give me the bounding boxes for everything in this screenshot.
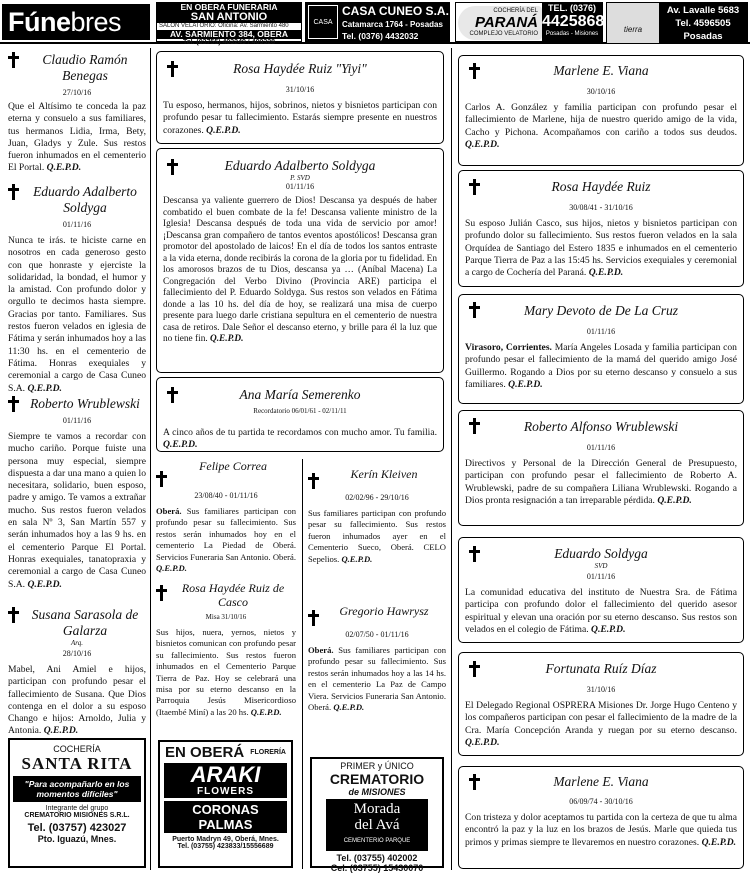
obituary-box: Eduardo Soldyga SVD 01/11/16 La comunidad educativa del instituto de Nuestra Sra. de Fátima participa con profundo dolor el fallecimiento del querido asesor espiritual y elevan una oración por su eterno descanso. Sus restos son velados en el colegio de Fátima. Q.E.P.D. — [458, 537, 744, 643]
ad-casa-cuneo: CASA CUNEO CASA CUNEO S.A. Catamarca 1764 - Posadas Tel. (0376) 4432032 — [305, 2, 450, 42]
ad-floreria-araki: EN OBERÁ FLORERÍA ARAKI FLOWERS CORONAS PALMAS Puerto Madryn 49, Oberá, Mnes. Tel. (03755) 423833/15556689 — [158, 740, 293, 868]
ad-funeraria-san-antonio: EN OBERA FUNERARIA SAN ANTONIO SALON VELATORIO: Oficina: Av. Sarmiento 480 AV. SARMIENTO 384, OBERA Tel. (03755) 403249 / 409328 — [156, 2, 302, 42]
cross-icon — [469, 418, 479, 434]
cross-icon — [167, 61, 177, 77]
header-bar — [0, 0, 750, 60]
column-divider — [150, 48, 151, 870]
obituary-box: Eduardo Adalberto Soldyga P. SVD 01/11/16 Descansa ya valiente guerrero de Dios! Descansa ya después de haber combatido el buen combate de la fe! Descansa valiente ministro de la Iglesia! Descansa después de toda una vida de servicio por amor! ¡Descansa gran compañero de tantos eventos apostólicos! Descansa gran promotor del apostolado de laicos! En el día de todos los santos entraste a la vida eterna, donde recibirás la corona de la gloria por tu fidelidad. En los amorosos brazos de tu Dios, descansa ya … (Aníbal Macena) La Congregación del Verbo Divino (Provincia ARE) participa el fallecimiento del P. Eduardo Soldyga. Sus restos son velados en Fátima donde a las 10 hs. del día de hoy, se realizará una misa de cuerpo presente para luego darle cristiana sepultura en el cementerio de nuestra casa de retiros. Dale Señor el descanso eterno, y brille para él la luz que no tiene fin. Q.E.P.D. — [156, 148, 444, 373]
cross-icon — [156, 471, 166, 487]
obituary: Eduardo Adalberto Soldyga 01/11/16 Nunca te irás. te hiciste carne en nosotros en cada generoso gesto con que honraste y ejerciste la solidaridad, la bondad, el humor y la amistad. Con profundo dolor y orgullo te decimos hasta siempre. Gracias por tanto. Familiares. Sus restos fueron velados en iglesia de Fátima y serán inhumados hoy a las 11:30 hs. en el cementerio de Fátima. Honras exequiales y ceremonial a cargo de Casa Cuneo S.A. Q.E.P.D. — [8, 184, 146, 394]
cross-icon — [167, 387, 177, 403]
obituary-box: Rosa Haydée Ruiz "Yiyi" 31/10/16 Tu esposo, hermanos, hijos, sobrinos, nietos y bisnietos participan con profundo pesar tu fallecimiento. Estarás siempre presente en nuestros corazones. Q.E.P.D. — [156, 51, 444, 144]
obituary-box: Rosa Haydée Ruiz 30/08/41 - 31/10/16 Su esposo Julián Casco, sus hijos, nietos y bisnietos participan con profundo dolor su fallecimiento. Sus restos fueron velados en la sala Orquídea de Santiago del Estero 1835 e inhumados en el cementerio Parque Tierra de Paz a las 15:45 hs. Servicios exequiales y ceremonial a cargo de Cochería del Paraná. Q.E.P.D. — [458, 170, 744, 287]
column-left — [8, 52, 146, 737]
ad-santa-rita: COCHERÍA SANTA RITA "Para acompañarlo en los momentos difíciles" Integrante del grupo CREMATORIO MISIONES S.R.L. Tel. (03757) 423027 Pto. Iguazú, Mnes. — [8, 738, 146, 868]
section-title: Fúnebres — [2, 4, 150, 40]
cocheria-parana-logo: COCHERÍA DEL PARANÁ COMPLEJO VELATORIO — [458, 6, 542, 40]
ad-cocheria-parana: COCHERÍA DEL PARANÁ COMPLEJO VELATORIO TEL. (0376) 4425868 Posadas - Misiones — [455, 2, 603, 42]
obituary: Claudio Ramón Benegas 27/10/16 Que el Altísimo te conceda la paz eterna y consuelo a sus familiares, tus hermanos Lidia, Irma, Bety, Juan, Gladys y Zule. Sus restos fueron inhumados en el cementerio El Portal. Q.E.P.D. — [8, 52, 146, 174]
cross-icon — [8, 52, 18, 68]
cross-icon — [8, 396, 18, 412]
casa-cuneo-logo: CASA CUNEO — [308, 5, 338, 39]
cross-icon — [8, 607, 18, 623]
cross-icon — [469, 302, 479, 318]
obituary: Rosa Haydée Ruiz de Casco Misa 31/10/16 Sus hijos, nuera, yernos, nietos y bisnietos comunican con profundo pesar su fallecimiento. Sus restos fueron inhumados en el Cementerio Parque Tierra de Paz. Hoy se celebrará una misa por su eterno descanso en la Parroquia Jesús Misericordioso (Itaembé Miní) a las 20 hs. Q.E.P.D. — [156, 581, 296, 717]
obituary: Gregorio Hawrysz 02/07/50 - 01/11/16 Oberá. Sus familiares participan con profundo pesar su fallecimiento. Sus restos serán inhumados hoy a las 14 hs. en el cementerio La Paz de Campo Viera. Servicios Funeraria San Antonio. Oberá. Q.E.P.D. — [308, 604, 446, 713]
column-center-right — [308, 467, 446, 713]
obituary: Roberto Wrublewski 01/11/16 Siempre te vamos a recordar con mucho cariño. Porque fuiste una persona muy especial, siempre dispuesta a dar una mano a quien lo necesitara, solidario, buen esposo, padre y amigo. Te vamos a extrañar mucho. Sus restos fueron velados en sala Nº 3, San Martín 557 y serán inhumados hoy a las 9 hs. en el cementerio Parque El Portal. Honras exequiales, tanatopraxia y ceremonial a cargo de Casa Cuneo S.A. Q.E.P.D. — [8, 396, 146, 590]
cross-icon — [469, 179, 479, 195]
obituary-box: Mary Devoto de De La Cruz 01/11/16 Virasoro, Corrientes. María Angeles Losada y familia participan con profundo pesar el fallecimiento de la mamá del querido amigo José Guillermo. Rogando a Dios por su eterno descanso y consuelo a sus familiares. Q.E.P.D. — [458, 294, 744, 404]
cross-icon — [308, 473, 318, 489]
obituary: Felipe Correa 23/08/40 - 01/11/16 Oberá. Sus familiares participan con profundo pesar su fallecimiento. Sus restos serán inhumados hoy en el cementerio La Piedad de Oberá. Servicios Funeraria San Antonio. Oberá. Q.E.P.D. — [156, 459, 296, 574]
obituary-box: Fortunata Ruíz Díaz 31/10/16 El Delegado Regional OSPRERA Misiones Dr. Jorge Hugo Centeno y los compañeros participan con pesar el fallecimiento de la madre de la Cra. María Concepción Aranda y ruegan por su eterno descanso. Q.E.P.D. — [458, 652, 744, 756]
column-divider — [302, 459, 303, 869]
column-divider — [451, 48, 452, 870]
obituary-box: Roberto Alfonso Wrublewski 01/11/16 Directivos y Personal de la Dirección General de Presupuesto, participan con profundo pesar el fallecimiento de Roberto A. Wrublewski, padre de su compañera Liliana Wrublewski. Rogando a Dios pronta resignación a tan irreparable pérdida. Q.E.P.D. — [458, 410, 744, 526]
obituary: Kerín Kleiven 02/02/96 - 29/10/16 Sus familiares participan con profundo pesar su fallecimiento. Sus restos fueron inhumados ayer en el Cementerio Sueco, Oberá. CELO Sepelios. Q.E.P.D. — [308, 467, 446, 564]
cross-icon — [167, 159, 177, 175]
obituary-box: Marlene E. Viana 30/10/16 Carlos A. González y familia participan con profundo pesar el fallecimiento de Marlene, hija de nuestro querido amigo de la vida, Cacho y Pichona. Acompañamos con cariño a todos sus deudos. Q.E.P.D. — [458, 55, 744, 166]
ad-crematorio: PRIMER y ÚNICO CREMATORIO de MISIONES Morada del Avá CEMENTERIO PARQUE Tel. (03755) 402002 Cel. (03755) 15430070 — [310, 757, 444, 868]
cross-icon — [8, 184, 18, 200]
cross-icon — [308, 610, 318, 626]
cross-icon — [469, 546, 479, 562]
column-center-left — [156, 459, 296, 717]
cross-icon — [156, 585, 166, 601]
obituary-box: Marlene E. Viana 06/09/74 - 30/10/16 Con tristeza y dolor aceptamos tu partida con la certeza de que tu alma encontró la paz y la luz en los brazos de Jesús. Marle que quieda tus primos y primas siempre te llevaremos en nuestro corazones. Q.E.P.D. — [458, 766, 744, 869]
obituary-box: Ana María Semerenko Recordatorio 06/01/61 - 02/11/11 A cinco años de tu partida te recordamos con mucho amor. Tu familia. Q.E.P.D. — [156, 377, 444, 452]
obituary: Susana Sarasola de Galarza Arq. 28/10/16 Mabel, Ani Amiel e hijos, participan con profundo pesar el fallecimiento de Susana. Que Dios contenga en el dolor a su esposo Chango e hijos: Arnoldo, Julia y Antonia. Q.E.P.D. — [8, 607, 146, 737]
cross-icon — [469, 774, 479, 790]
cross-icon — [469, 63, 479, 79]
ad-tierra: tierra Av. Lavalle 5683 Tel. 4596505 Posadas — [606, 2, 748, 42]
tierra-logo: tierra — [607, 3, 659, 43]
cross-icon — [469, 661, 479, 677]
